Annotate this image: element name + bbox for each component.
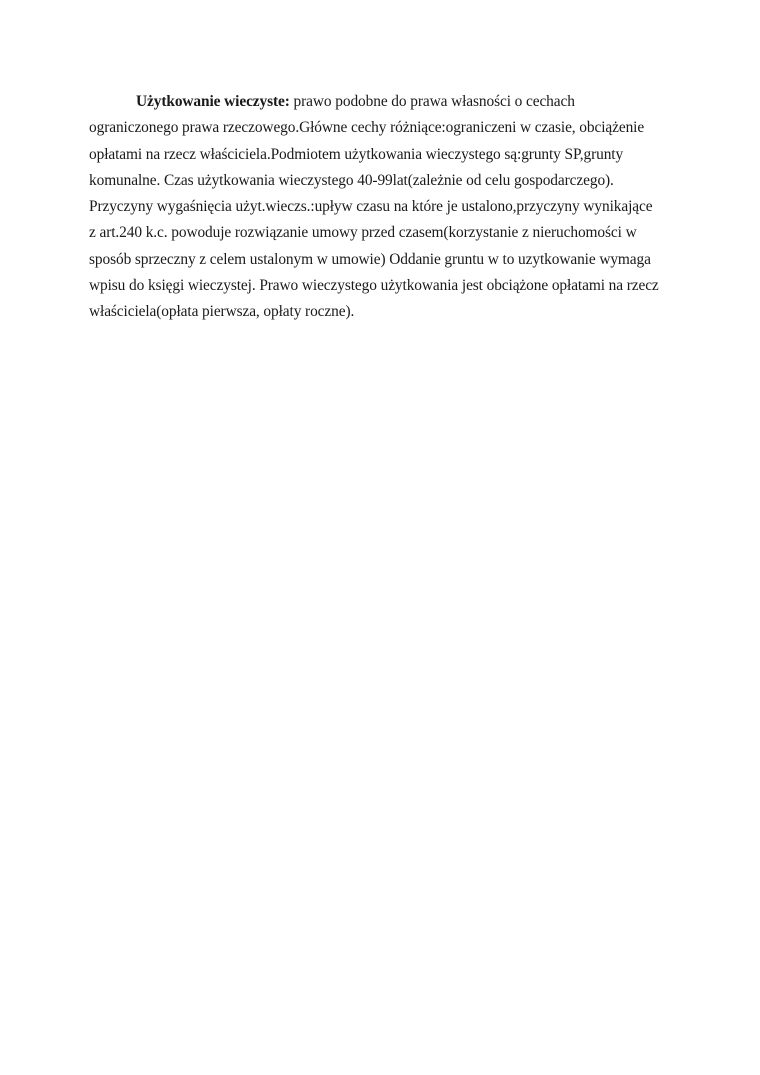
- paragraph-line: z art.240 k.c. powoduje rozwiązanie umowy przed czasem(korzystanie z nieruchomości w: [89, 224, 637, 242]
- paragraph-line: sposób sprzeczny z celem ustalonym w umowie) Oddanie gruntu w to uzytkowanie wymaga: [89, 250, 651, 268]
- definition-term: Użytkowanie wieczyste:: [136, 93, 290, 110]
- paragraph-line: komunalne. Czas użytkowania wieczystego 40-99lat(zależnie od celu gospodarczego).: [89, 171, 614, 189]
- paragraph-line: właściciela(opłata pierwsza, opłaty roczne).: [89, 303, 355, 321]
- paragraph-line-text: prawo podobne do prawa własności o cechach: [289, 93, 575, 110]
- paragraph-line: ograniczonego prawa rzeczowego.Główne cechy różniące:ograniczeni w czasie, obciążenie: [89, 119, 645, 137]
- paragraph: [89, 89, 679, 326]
- paragraph-line: Przyczyny wygaśnięcia użyt.wieczs.:upływ czasu na które je ustalono,przyczyny wynikające: [89, 198, 653, 216]
- paragraph-line: [89, 89, 679, 115]
- paragraph-line: opłatami na rzecz właściciela.Podmiotem użytkowania wieczystego są:grunty SP,grunty: [89, 145, 624, 163]
- paragraph-line: wpisu do księgi wieczystej. Prawo wieczystego użytkowania jest obciążone opłatami na rzecz: [89, 277, 659, 295]
